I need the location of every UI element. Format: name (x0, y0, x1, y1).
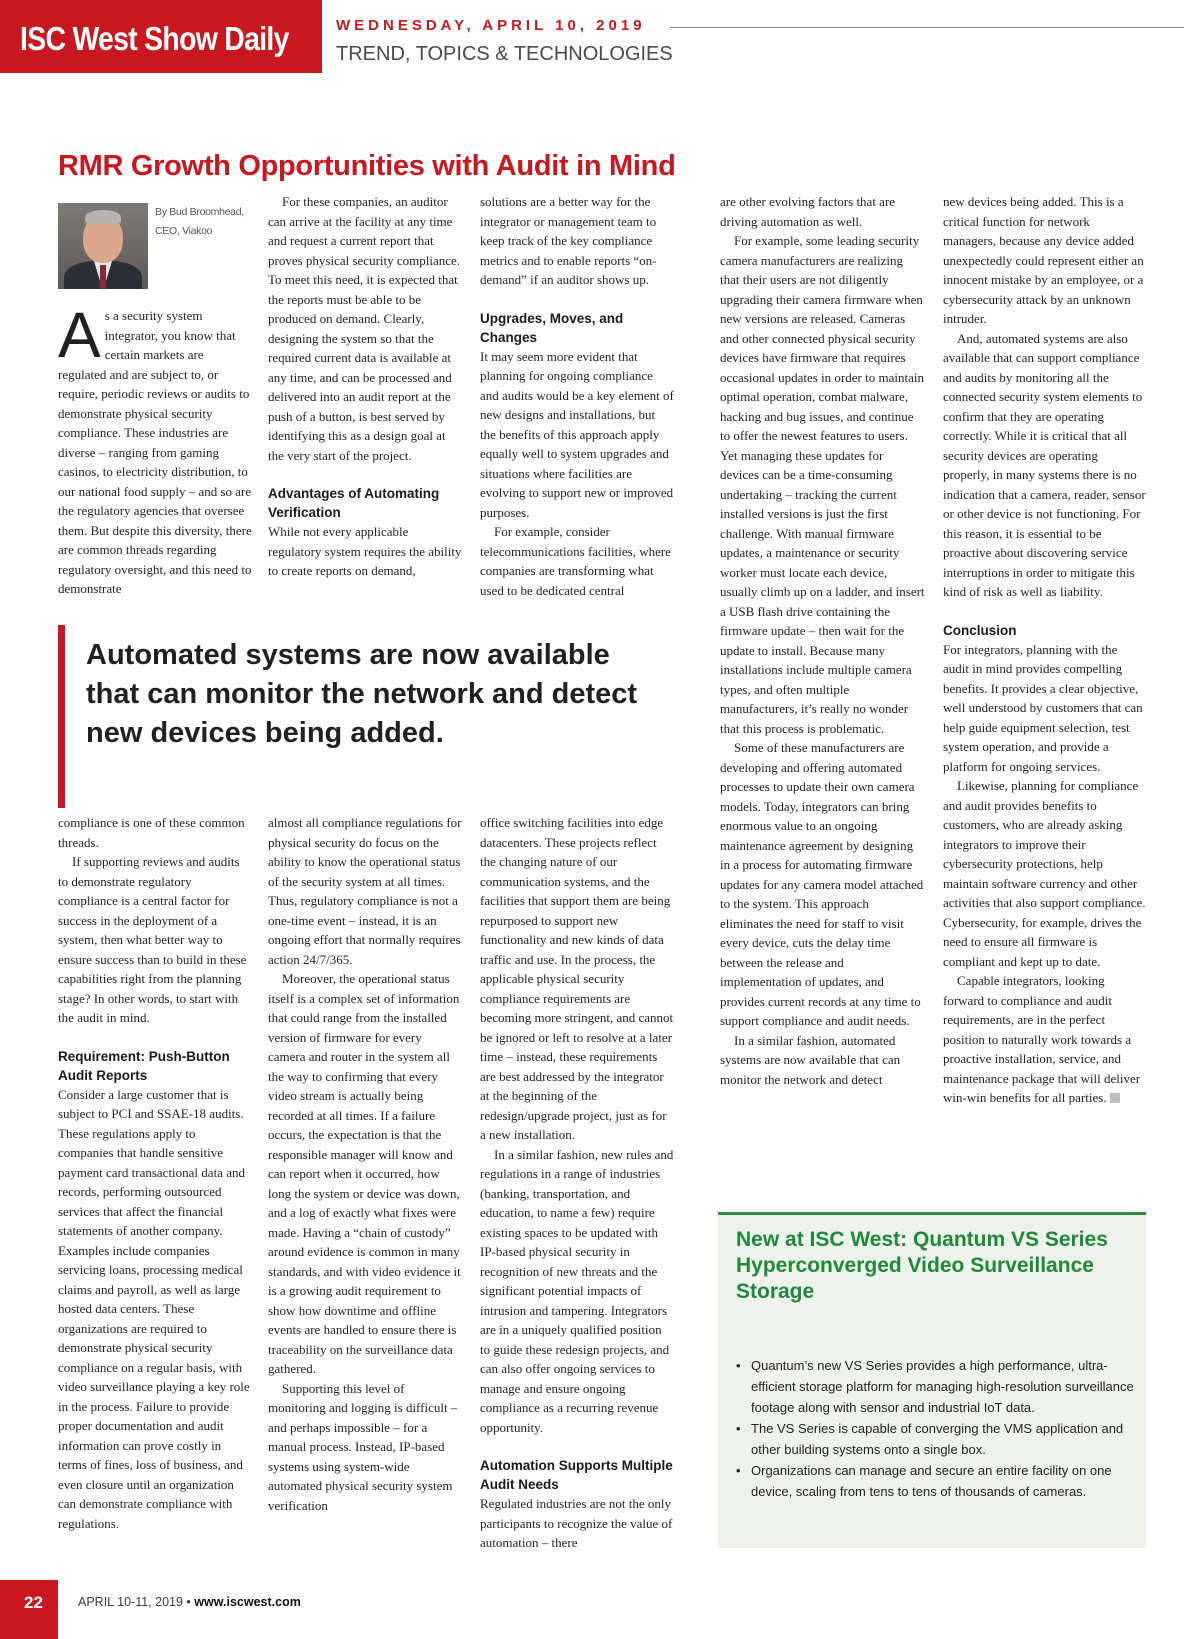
paragraph: Regulated industries are not the only participants to recognize the value of automation – there (480, 1496, 673, 1550)
column-2-top (268, 192, 462, 581)
product-sidebar (718, 1212, 1146, 1548)
paragraph: For example, consider telecommunications facilities, where companies are transforming what used to be dedicated central (480, 524, 671, 598)
paragraph: For example, some leading security camera manufacturers are realizing that their users are not diligently upgrading their camera firmware when new versions are released. Cameras and other connected physical security devices have firmware that requires occasional updates in order to maintain optimal operation, combat malware, hacking and bug issues, and continue to offer the newest features to users. Yet managing these updates for devices can be a time-consuming undertaking – tracking the current installed versions is just the first challenge. With manual firmware updates, a maintenance or security worker must locate each device, usually climb up on a ladder, and insert a USB flash drive containing the firmware update – then wait for the update to install. Because many installations include multiple camera types, and often multiple manufacturers, it’s really no wonder that this process is problematic. (720, 233, 925, 736)
paragraph: Moreover, the operational status itself is a complex set of information that could range from the installed version of firmware for every camera and router in the system all the way to confirming that every video stream is actually being recorded at all times. If a failure occurs, the expectation is that the responsible manager will know and can report when it occurred, how long the system or device was down, and a log of exactly what fixes were made. Having a “chain of custody” around evidence is common in many standards, and with video evidence it is a growing audit requirement to show how downtime and offline events are handled to ensure there is traceability on the surveillance data gathered. (268, 971, 461, 1376)
column-3-top (480, 192, 674, 600)
subhead-requirement: Requirement: Push-Button Audit Reports (58, 1048, 230, 1083)
column-3-bottom (480, 813, 674, 1553)
subhead-conclusion: Conclusion (943, 622, 1017, 638)
paragraph: For integrators, planning with the audit in mind provides compelling benefits. It provides a clear objective, well understood by customers that can help guide equipment selection, test system operation, and provide a platform for ongoing services. (943, 641, 1143, 774)
paragraph: Capable integrators, looking forward to compliance and audit requirements, are in the perfect position to naturally work towards a proactive installation, service, and maintenance package that will deliver win-win benefits for all parties. (943, 973, 1141, 1105)
paragraph: In a similar fashion, automated systems are now available that can monitor the network and detect (720, 1032, 901, 1087)
page-number: 22 (0, 1580, 58, 1639)
list-item: • Organizations can manage and secure an entire facility on one device, scaling from tens to tens of thousands of cameras. (736, 1460, 1136, 1502)
footer-dates: APRIL 10-11, 2019 (78, 1595, 183, 1609)
section-title: TREND, TOPICS & TECHNOLOGIES (336, 43, 673, 65)
sidebar-title: New at ISC West: Quantum VS Series Hyperconverged Video Surveillance Storage (736, 1228, 1108, 1303)
paragraph: In a similar fashion, new rules and regulations in a range of industries (banking, transportation, and education, to name a few) require existing spaces to be updated with IP-based physical security in recognition of new threats and the significant potential impacts of intrusion and tampering. Integrators are in a uniquely qualified position to guide these redesign projects, and can also offer ongoing services to manage and ensure ongoing compliance as a recurring revenue opportunity. (480, 1146, 674, 1435)
column-1-top (58, 299, 252, 599)
paragraph: almost all compliance regulations for physical security do focus on the ability to know the operational status of the security system at all times. Thus, regulatory compliance is not a one-time event – instead, it is an ongoing effort that normally requires action 24/7/365. (268, 815, 462, 967)
paragraph: For these companies, an auditor can arrive at the facility at any time and request a current report that proves physical security compliance. To meet this need, it is expected that the reports must be able to be produced on demand. Clearly, designing the system so that the required current data is available at any time, and can be processed and delivered into an audit report at the push of a button, is best served by identifying this as a design goal at the very start of the project. (268, 194, 461, 463)
pull-quote-bar (58, 625, 65, 808)
column-4 (720, 192, 925, 1089)
subhead-advantages: Advantages of Automating Verification (268, 486, 440, 520)
drop-cap: A (58, 299, 101, 371)
paragraph: solutions are a better way for the integrator or management team to keep track of the key compliance metrics and to enable reports “on-demand” if an auditor shows up. (480, 194, 657, 287)
article-headline: RMR Growth Opportunities with Audit in Mind (58, 150, 676, 182)
paragraph: If supporting reviews and audits to demonstrate regulatory compliance is a central factor for success in the deployment of a system, then what better way to ensure success than to build in these capabilities right from the planning stage? In other words, to start with the audit in mind. (58, 854, 247, 1025)
paragraph: It may seem more evident that planning for ongoing compliance and audits would be a key element of new designs and installations, but the benefits of this approach apply equally well to system upgrades and situations where facilities are evolving to support new or improved purposes. (480, 348, 674, 520)
byline: By Bud Broomhead, CEO, Viakoo (155, 206, 244, 237)
issue-date: WEDNESDAY, APRIL 10, 2019 (336, 17, 646, 34)
paragraph: And, automated systems are also available that can support compliance and audits by monitoring all the connected security system elements to confirm that they are operating correctly. While it is critical that all security devices are operating properly, in many systems there is no indication that a camera, reader, sensor or other device is not functioning. For this reason, it is essential to be proactive about discovering service interruptions in order to mitigate this kind of risk as well as liability. (943, 330, 1146, 599)
column-2-bottom (268, 813, 462, 1515)
author-photo (58, 203, 148, 289)
paragraph: While not every applicable regulatory system requires the ability to create reports on demand, (268, 524, 462, 578)
list-item: • The VS Series is capable of converging the VMS application and other building systems onto a single box. (736, 1418, 1136, 1460)
paragraph: Consider a large customer that is subject to PCI and SSAE-18 audits. These regulations apply to companies that handle sensitive payment card transactional data and records, performing outsourced services that affect the financial statements of another company. Examples include companies servicing loans, processing medical claims and payroll, as well as large hosted data centers. These organizations are required to demonstrate physical security compliance on a regular basis, with video surveillance playing a key role in the process. Failure to provide proper documentation and audit information can prove costly in terms of fines, loss of business, and even closure until an organization can demonstrate compliance with regulations. (58, 1086, 250, 1531)
footer-url[interactable]: www.iscwest.com (194, 1595, 301, 1609)
publication-title: ISC West Show Daily (20, 20, 289, 57)
paragraph: Likewise, planning for compliance and audit provides benefits to customers, who are already asking integrators to improve their cybersecurity protections, help maintain software currency and other activities that also support compliance. Cybersecurity, for example, drives the need to ensure all firmware is compliant and kept up to date. (943, 778, 1146, 969)
paragraph: Some of these manufacturers are developing and offering automated processes to update their own camera models. Today, integrators can bring enormous value to an ongoing maintenance agreement by designing in a process for automating firmware updates for any camera model attached to the system. This approach eliminates the need for staff to visit every device, cuts the delay time between the release and implementation of updates, and provides current records at any time to support compliance and audit needs. (720, 740, 924, 1028)
masthead (0, 0, 322, 73)
pull-quote: Automated systems are now available that can monitor the network and detect new devices being added. (86, 639, 638, 749)
subhead-automation: Automation Supports Multiple Audit Needs (480, 1458, 673, 1492)
paragraph: new devices being added. This is a critical function for network managers, because any device added unexpectedly could represent either an innocent mistake by an employee, or a cybersecurity attack by an unknown intruder. (943, 194, 1144, 326)
paragraph: Supporting this level of monitoring and logging is difficult – and perhaps impossible – for a manual process. Instead, IP-based systems using system-wide automated physical security system verification (268, 1380, 458, 1513)
header-divider (670, 27, 1184, 28)
column-5 (943, 192, 1146, 1108)
footer-separator: • (186, 1595, 191, 1609)
paragraph: are other evolving factors that are driving automation as well. (720, 194, 896, 229)
paragraph: office switching facilities into edge datacenters. These projects reflect the changing nature of our communication systems, and the facilities that support them are being repurposed to support new functionality and new kinds of data traffic and use. In the process, the applicable physical security compliance requirements are becoming more stringent, and cannot be ignored or left to resolve at a later time – instead, these requirements are best addressed by the integrator at the beginning of the redesign/upgrade project, just as for a new installation. (480, 815, 674, 1142)
end-mark-icon (1110, 1093, 1120, 1103)
paragraph: compliance is one of these common threads. (58, 815, 245, 850)
list-item: • Quantum’s new VS Series provides a high performance, ultra-efficient storage platform for managing high-resolution surveillance footage along with sensor and industrial IoT data. (736, 1355, 1136, 1418)
intro-paragraph: As a security system integrator, you know that certain markets are regulated and are subject to, or require, periodic reviews or audits to demonstrate physical security compliance. These industries are diverse – ranging from gaming casinos, to electricity distribution, to our national food supply – and so are the regulatory agencies that oversee them. But despite this diversity, there are common threads regarding regulatory oversight, and this need to demonstrate (58, 299, 252, 596)
subhead-upgrades: Upgrades, Moves, and Changes (480, 310, 624, 345)
footer (78, 1595, 301, 1609)
column-1-bottom (58, 813, 252, 1533)
sidebar-bullet-list (736, 1355, 1136, 1502)
